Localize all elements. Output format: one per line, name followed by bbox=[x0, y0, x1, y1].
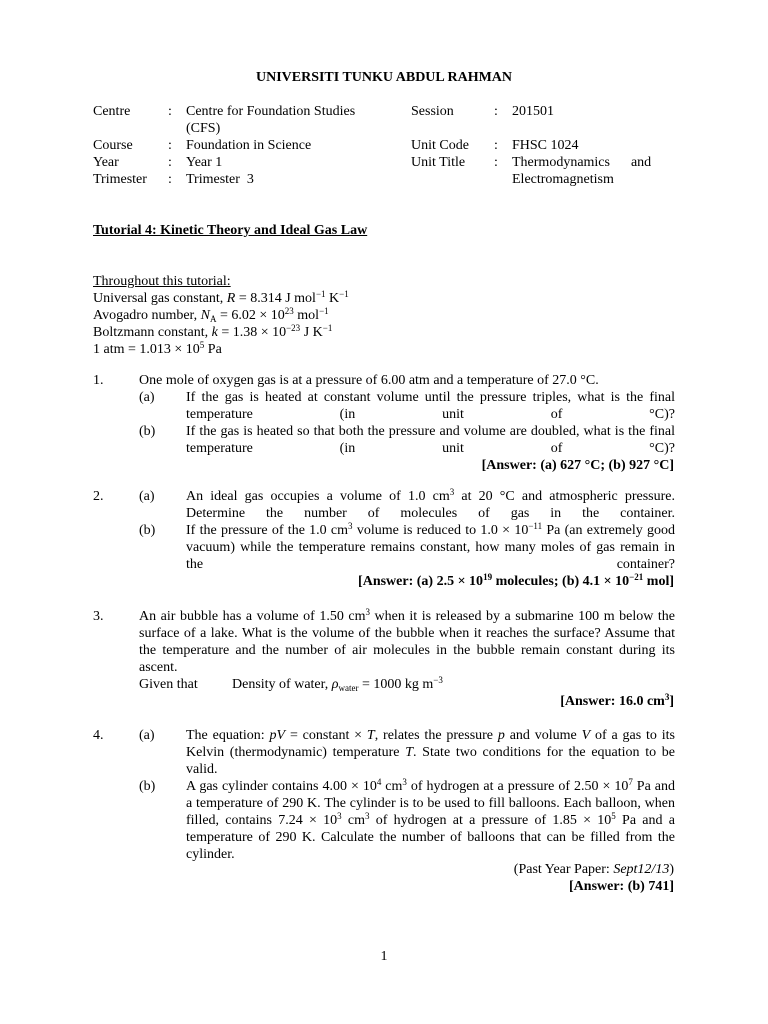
header-label-unit-title: Unit Title bbox=[411, 155, 466, 170]
q2-b-label: (b) bbox=[139, 523, 156, 538]
q4-source: (Past Year Paper: Sept12/13) bbox=[513, 862, 674, 877]
header-colon: : bbox=[168, 138, 172, 153]
q4-a-text: The equation: pV = constant × T, relates the pressure p and volume V of a gas to its Kelvin (thermodynamic) temperature T. State two conditions for the equation to be valid. bbox=[186, 728, 676, 777]
q1-number: 1. bbox=[93, 373, 104, 388]
q2-answer: [Answer: (a) $2.5 \times 10^{19}$ molecules; (b) $4.1 \times 10^{-21}$ mol] bbox=[358, 572, 674, 589]
header-label-year: Year bbox=[93, 155, 119, 170]
q1-stem: One mole of oxygen gas is at a pressure of 6.00 atm and a temperature of 27.0 °C. bbox=[139, 373, 599, 388]
header-value-course: Foundation in Science bbox=[186, 138, 312, 153]
header-colon: : bbox=[168, 172, 172, 187]
header-value-session: 201501 bbox=[512, 104, 554, 119]
q1-a-text: If the gas is heated at constant volume until the pressure triples, what is the final temperature (in unit of °C)? bbox=[186, 390, 675, 422]
q4-a-label: (a) bbox=[139, 728, 155, 743]
header-value-centre: Centre for Foundation Studies bbox=[186, 104, 356, 119]
q3-given-density: Density of water, $\rho_{water} = 1000$ kg $m^{-3}$ bbox=[232, 675, 443, 693]
header-value-trimester: Trimester 3 bbox=[186, 172, 254, 187]
q1-b-label: (b) bbox=[139, 424, 156, 439]
header-colon: : bbox=[168, 155, 172, 170]
page-number: 1 bbox=[380, 949, 388, 964]
q2-a-text: An ideal gas occupies a volume of 1.0 $cm^3$ at 20 °C and atmospheric pressure. Determine the number of molecules of gas in the container. bbox=[186, 487, 675, 521]
header-value-centre-2: (CFS) bbox=[186, 121, 221, 136]
header-value-unit-title: Thermodynamics and bbox=[512, 155, 652, 170]
constant-boltzmann: Boltzmann constant, $k = 1.38 \times 10^{-23}$ J $K^{-1}$ bbox=[93, 323, 333, 340]
header-label-centre: Centre bbox=[93, 104, 131, 119]
header-label-session: Session bbox=[411, 104, 454, 119]
header-value-unit-code: FHSC 1024 bbox=[512, 138, 579, 153]
constant-gas: Universal gas constant, R = 8.314 J mol$^{-1}$ $K^{-1}$ bbox=[93, 289, 349, 306]
header-colon: : bbox=[494, 104, 498, 119]
header-label-course: Course bbox=[93, 138, 133, 153]
tutorial-title: Tutorial 4: Kinetic Theory and Ideal Gas Law bbox=[93, 223, 368, 238]
q1-b-text: If the gas is heated so that both the pressure and volume are doubled, what is the final temperature (in unit of °C)? bbox=[186, 424, 675, 456]
header-colon: : bbox=[494, 155, 498, 170]
header-value-unit-title-2: Electromagnetism bbox=[512, 172, 614, 187]
header-label-trimester: Trimester bbox=[93, 172, 147, 187]
header-label-unit-code: Unit Code bbox=[411, 138, 469, 153]
header-colon: : bbox=[494, 138, 498, 153]
q2-b-text: If the pressure of the 1.0 $cm^3$ volume is reduced to $1.0 \times 10^{-11}$ Pa (an extremely good vacuum) while the temperature remains constant, how many moles of gas remain in the container? bbox=[186, 521, 675, 572]
q4-answer: [Answer: (b) 741] bbox=[569, 879, 674, 894]
q3-given-label: Given that bbox=[139, 677, 198, 692]
constant-avogadro: Avogadro number, $N_A = 6.02 \times 10^{23}$ mol$^{-1}$ bbox=[93, 306, 329, 324]
q4-b-label: (b) bbox=[139, 779, 156, 794]
header-colon: : bbox=[168, 104, 172, 119]
q2-a-label: (a) bbox=[139, 489, 155, 504]
q3-text: An air bubble has a volume of 1.50 $cm^3$ when it is released by a submarine 100 m below the surface of a lake. What is the volume of the bubble when it reaches the surface? Assume that the temperature and the number of air molecules in the bubble remain constant during its ascent. bbox=[139, 607, 675, 675]
q3-number: 3. bbox=[93, 609, 104, 624]
university-title: UNIVERSITI TUNKU ABDUL RAHMAN bbox=[255, 70, 513, 85]
q2-number: 2. bbox=[93, 489, 104, 504]
q4-b-text: A gas cylinder contains $4.00 \times 10^4$ $cm^3$ of hydrogen at a pressure of $2.50 \times 10^7$ Pa and a temperature of 290 K. The cylinder is to be used to fill balloons. Each balloon, when filled, contains $7.24 \times 10^3$ $cm^3$ of hydrogen at a pressure of $1.85 \times 10^5$ Pa and a temperature of 290 K. Calculate the number of balloons that can be filled from the cylinder. bbox=[186, 777, 676, 862]
header-value-year: Year 1 bbox=[186, 155, 223, 170]
constant-atm: 1 atm = $1.013 \times 10^5$ Pa bbox=[93, 340, 222, 357]
q1-answer: [Answer: (a) 627 °C; (b) 927 °C] bbox=[481, 458, 674, 473]
q3-answer: [Answer: 16.0 $cm^3$] bbox=[560, 692, 674, 709]
q1-a-label: (a) bbox=[139, 390, 155, 405]
constants-heading: Throughout this tutorial: bbox=[93, 274, 231, 289]
q4-number: 4. bbox=[93, 728, 104, 743]
